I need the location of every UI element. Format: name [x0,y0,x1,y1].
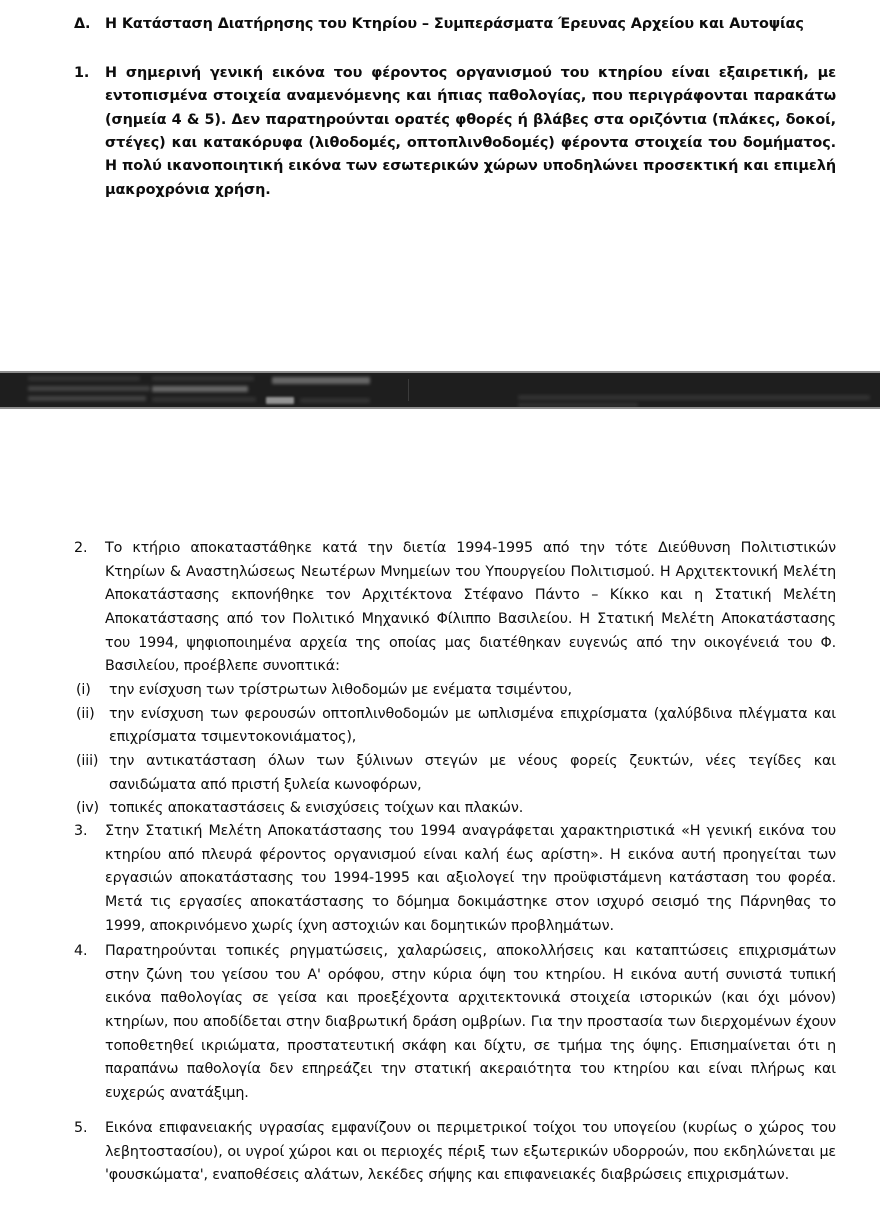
section-heading [74,14,836,36]
list-item-1 [74,62,836,202]
section-heading-text: Η Κατάσταση Διατήρησης του Κτηρίου – Συμπεράσματα Έρευνας Αρχείου και Αυτοψίας [105,16,804,32]
list-item-3-marker: 3. [74,823,88,839]
figure-band [0,371,880,409]
list-item-4-marker: 4. [74,943,88,959]
list-item-1-text: Η σημερινή γενική εικόνα του φέροντος οργανισμού του κτηρίου είναι εξαιρετική, με εντοπισμένα στοιχεία αναμενόμενης και ήπιας παθολογίας, που περιγράφονται παρακάτω (σημεία 4 & 5). Δεν παρατηρούνται ορατές φθορές ή βλάβες στα οριζόντια (πλάκες, δοκοί, στέγες) και κατακόρυφα (λιθοδομές, οπτοπλινθοδομές) φέροντα στοιχεία του δομήματος. Η πολύ ικανοποιητική εικόνα των εσωτερικών χώρων υποδηλώνει προσεκτική και επιμελή μακροχρόνια χρήση. [105,65,836,198]
figure-band-inner [0,373,880,407]
band-ghost-text [300,398,370,403]
list-item-5-marker: 5. [74,1120,88,1136]
band-divider [408,379,409,401]
list-item-2-marker: 2. [74,540,88,556]
band-ghost-block [266,397,294,404]
sublist-item-ii-text: την ενίσχυση των φερουσών οπτοπλινθοδομών με ωπλισμένα επιχρίσματα (χαλύβδινα πλέγματα και επιχρίσματα τσιμεντοκονιάματος), [109,705,836,746]
section-heading-marker: Δ. [74,16,91,32]
sublist-item-iv-marker: (iv) [76,800,99,817]
sublist-item-iv [76,797,836,821]
band-ghost-text [518,395,870,400]
list-item-3 [74,820,836,938]
sublist-item-iii-text: την αντικατάσταση όλων των ξύλινων στεγών με νέους φορείς ζευκτών, νέες τεγίδες και σανιδώματα από πριστή ξυλεία κωνοφόρων, [109,752,836,793]
list-item-4-text: Παρατηρούνται τοπικές ρηγματώσεις, χαλαρώσεις, αποκολλήσεις και καταπτώσεις επιχρισμάτων στην ζώνη του γείσου του Α' ορόφου, στην κύρια όψη του κτηρίου. Η εικόνα αυτή συνιστά τυπική εικόνα παθολογίας σε γείσα και προεξέχοντα αρχιτεκτονικά στοιχεία ιστορικών (και όχι μόνον) κτηρίων, που αποδίδεται στην διαβρωτική δράση ομβρίων. Για την προστασία των διερχομένων έχουν τοποθετηθεί ικριώματα, προστατευτική σκάφη και δίχτυ, σε τμήμα της όψης. Επισημαίνεται ότι η παραπάνω παθολογία δεν επηρεάζει την στατική ακεραιότητα του κτηρίου και είναι πλήρως και ευχερώς ανατάξιμη. [105,943,836,1101]
band-ghost-title [272,377,370,384]
sublist-item-ii-marker: (ii) [76,705,95,722]
list-item-3-text: Στην Στατική Μελέτη Αποκατάστασης του 1994 αναγράφεται χαρακτηριστικά «Η γενική εικόνα του κτηρίου από πλευρά φέροντος οργανισμού είναι καλή έως αρίστη». Η εικόνα αυτή προηγείται των εργασιών αποκατάστασης του 1994-1995 και αξιολογεί την προϋφιστάμενη κατάσταση του φορέα. Μετά τις εργασίες αποκατάστασης το δόμημα δοκιμάστηκε στον ισχυρό σεισμό της Πάρνηθας το 1999, αποκρινόμενο χωρίς ίχνη αστοχιών και δομητικών προβλημάτων. [105,823,836,934]
sublist-item-i-text: την ενίσχυση των τρίστρωτων λιθοδομών με ενέματα τσιμέντου, [109,681,572,698]
band-ghost-text [152,397,256,402]
band-ghost-text [152,386,248,392]
list-item-5 [74,1117,836,1188]
band-ghost-text [152,376,254,381]
list-item-5-text: Εικόνα επιφανειακής υγρασίας εμφανίζουν οι περιμετρικοί τοίχοι του υπογείου (κυρίως ο χώρος του λεβητοστασίου), οι υγροί χώροι και οι περιοχές πέριξ των εξωτερικών υδορροών, που εκδηλώνεται με 'φουσκώματα', εναποθέσεις αλάτων, λεκέδες σήψης και επιφανειακές διαβρώσεις επιχρισμάτων. [105,1120,836,1184]
band-ghost-text [28,376,140,381]
sublist-item-i-marker: (i) [76,681,91,698]
sublist-item-iii [76,750,836,797]
sublist-item-iv-text: τοπικές αποκαταστάσεις & ενισχύσεις τοίχων και πλακών. [109,800,524,817]
list-item-1-marker: 1. [74,65,90,81]
roman-sublist [74,679,836,821]
band-ghost-text [28,386,150,391]
list-item-2 [74,537,836,821]
band-ghost-text [28,396,146,401]
sublist-item-i [76,679,836,703]
sublist-item-ii [76,703,836,750]
list-item-4 [74,940,836,1106]
list-item-2-text: Το κτήριο αποκαταστάθηκε κατά την διετία 1994-1995 από την τότε Διεύθυνση Πολιτιστικών Κτηρίων & Αναστηλώσεως Νεωτέρων Μνημείων του Υπουργείου Πολιτισμού. Η Αρχιτεκτονική Μελέτη Αποκατάστασης εκπονήθηκε τον Αρχιτέκτονα Στέφανο Πάντο – Κίκκο και η Στατική Μελέτη Αποκατάστασης από τον Πολιτικό Μηχανικό Φίλιππο Βασιλείου. Η Στατική Μελέτη Αποκατάστασης του 1994, ψηφιοποιημένα αρχεία της οποίας μας διατέθηκαν ευγενώς από την οικογένειά του Φ. Βασιλείου, προέβλεπε συνοπτικά: [105,540,836,675]
sublist-item-iii-marker: (iii) [76,752,99,769]
figure-band-bottom-rule [0,407,880,409]
